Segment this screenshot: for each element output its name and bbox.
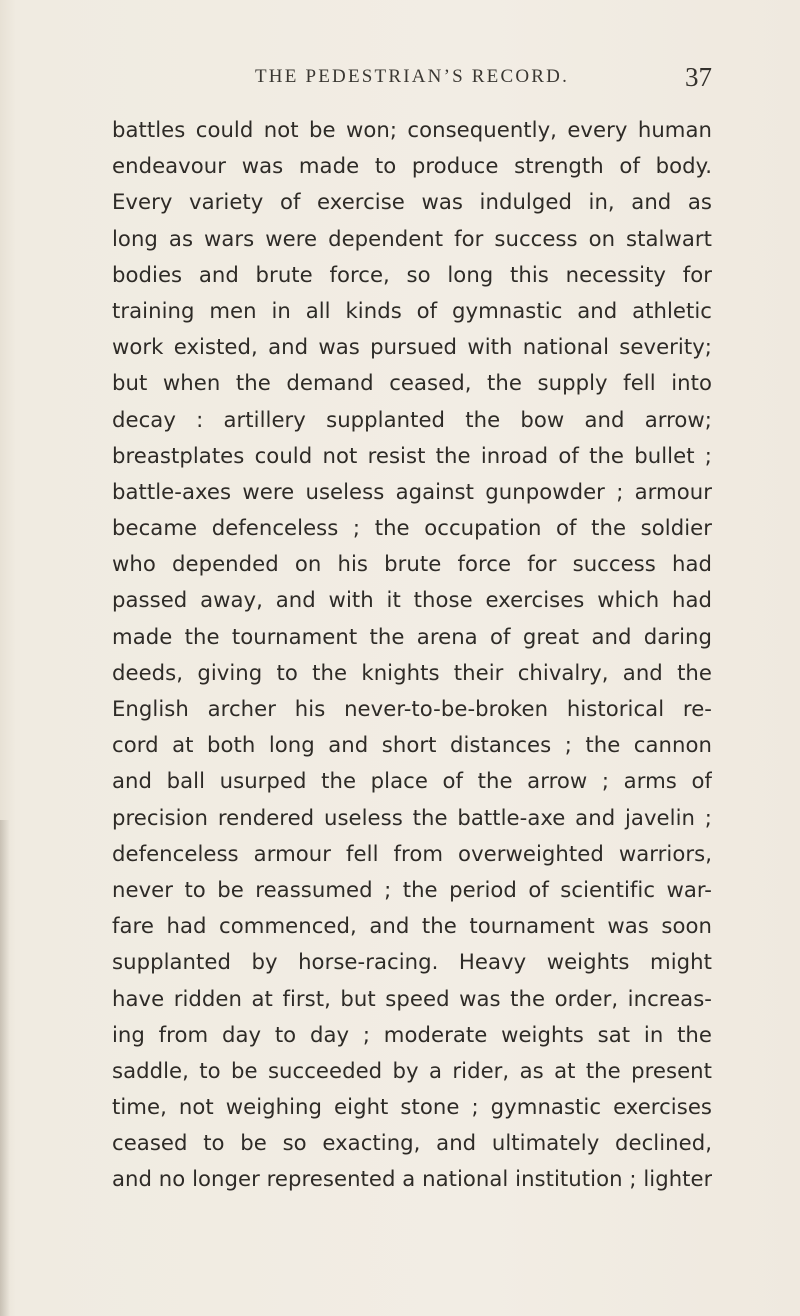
body-text	[112, 112, 712, 1198]
running-head	[112, 62, 712, 96]
text-line: bodies and brute force, so long this necessity for	[112, 261, 712, 287]
text-line: endeavour was made to produce strength of body.	[112, 153, 712, 179]
running-head-title: THE PEDESTRIAN’S RECORD.	[254, 66, 570, 87]
text-line: deeds, giving to the knights their chivalry, and the	[112, 659, 712, 685]
text-line: long as wars were dependent for success on stalwart	[112, 225, 712, 251]
text-line: saddle, to be succeeded by a rider, as at the present	[112, 1057, 712, 1083]
text-line: supplanted by horse-racing. Heavy weights might	[112, 949, 712, 975]
text-line: defenceless armour fell from overweighted warriors,	[112, 840, 712, 866]
text-line: work existed, and was pursued with national severity;	[112, 334, 712, 360]
text-line: battle-axes were useless against gunpowder ; armour	[112, 478, 712, 504]
page-gutter-shadow	[0, 820, 10, 1316]
text-line: fare had commenced, and the tournament was soon	[112, 913, 712, 939]
text-line: training men in all kinds of gymnastic and athletic	[112, 297, 712, 323]
text-line: ing from day to day ; moderate weights sat in the	[112, 1021, 712, 1047]
text-line: have ridden at first, but speed was the order, increas-	[112, 985, 712, 1011]
text-line: decay : artillery supplanted the bow and arrow;	[112, 406, 712, 432]
text-line: but when the demand ceased, the supply fell into	[112, 370, 712, 396]
text-line: and ball usurped the place of the arrow ; arms of	[112, 768, 712, 794]
text-line: time, not weighing eight stone ; gymnastic exercises	[112, 1094, 712, 1120]
text-line: English archer his never-to-be-broken historical re-	[112, 696, 712, 721]
text-line: breastplates could not resist the inroad of the bullet ;	[112, 442, 712, 468]
page-number: 37	[685, 62, 712, 92]
text-line: who depended on his brute force for success had	[112, 551, 712, 577]
text-line: Every variety of exercise was indulged in, and as	[112, 189, 712, 215]
text-line: became defenceless ; the occupation of the soldier	[112, 515, 712, 541]
text-line: cord at both long and short distances ; the cannon	[112, 732, 712, 758]
text-line: battles could not be won; consequently, every human	[112, 117, 712, 142]
text-line: never to be reassumed ; the period of scientific war-	[112, 876, 712, 902]
text-line: and no longer represented a national institution ; lighter	[112, 1166, 712, 1192]
text-line: passed away, and with it those exercises which had	[112, 587, 712, 613]
text-line: precision rendered useless the battle-axe and javelin ;	[112, 804, 712, 830]
text-line: ceased to be so exacting, and ultimately declined,	[112, 1130, 712, 1156]
text-line: made the tournament the arena of great and daring	[112, 623, 712, 649]
